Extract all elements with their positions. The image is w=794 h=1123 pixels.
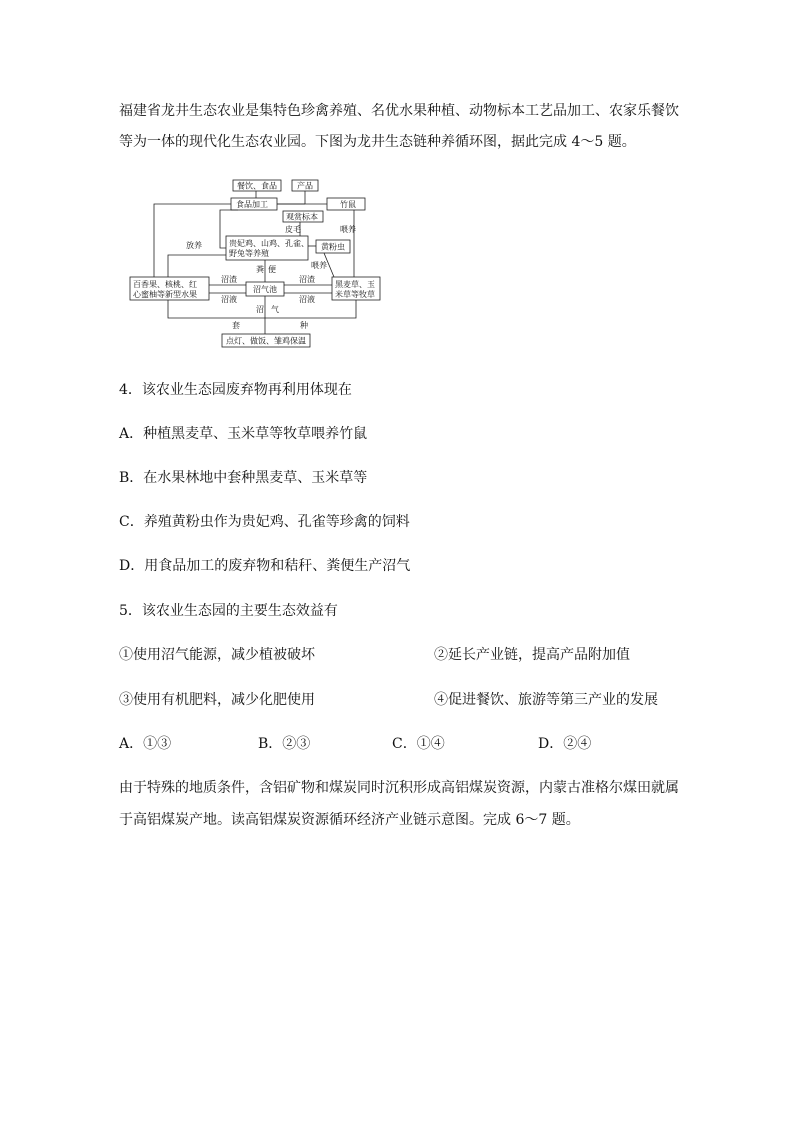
poultry-label-2: 野兔等养殖 <box>229 249 269 258</box>
food-service-label: 餐饮、食品 <box>237 181 277 191</box>
liquid-left-label: 沼液 <box>221 295 237 304</box>
biogas-label-2: 气 <box>271 305 279 314</box>
q4-option-a: A．种植黑麦草、玉米草等牧草喂养竹鼠 <box>119 426 368 442</box>
q5-statement-2: ②延长产业链，提高产品附加值 <box>434 647 630 663</box>
free-range-link <box>168 255 226 277</box>
next-intro-line-1: 由于特殊的地质条件，含铝矿物和煤炭同时沉积形成高铝煤炭资源，内蒙古准格尔煤田就属 <box>119 780 679 796</box>
fur-label: 皮毛 <box>285 225 301 234</box>
next-intro-line-2: 于高铝煤炭产地。读高铝煤炭资源循环经济产业链示意图。完成 6～7 题。 <box>119 812 580 828</box>
liquid-right-label: 沼液 <box>299 295 315 304</box>
q4-stem: 4．该农业生态园废弃物再利用体现在 <box>119 382 352 398</box>
food-processing-label: 食品加工 <box>236 200 268 209</box>
poultry-label-1: 贵妃鸡、山鸡、孔雀、 <box>229 239 309 248</box>
biogas-label-1: 沼 <box>256 305 264 314</box>
orchard-label-2: 心蜜柚等新型水果 <box>133 290 197 299</box>
uses-label: 点灯、做饭、雏鸡保温 <box>226 336 306 346</box>
bamboo-rat-label: 竹鼠 <box>340 200 356 209</box>
q5-option-c: C．①④ <box>392 736 445 752</box>
grass-label-1: 黑麦草、玉 <box>335 280 375 289</box>
q5-option-a: A．①③ <box>119 736 172 752</box>
q4-option-c: C．养殖黄粉虫作为贵妃鸡、孔雀等珍禽的饲料 <box>119 514 410 530</box>
intercrop-label-1: 套 <box>232 321 240 330</box>
q5-stem: 5．该农业生态园的主要生态效益有 <box>119 603 338 619</box>
q5-statement-3: ③使用有机肥料，减少化肥使用 <box>119 692 315 708</box>
product-label: 产品 <box>297 181 313 191</box>
biogas-pool-label: 沼气池 <box>253 285 277 294</box>
free-range-label: 放养 <box>186 241 202 250</box>
q4-option-b: B．在水果林地中套种黑麦草、玉米草等 <box>119 470 368 486</box>
feed-label: 喂养 <box>340 225 356 234</box>
manure-label-1: 粪 <box>256 265 264 274</box>
slurry-right-label: 沼渣 <box>299 275 315 284</box>
q4-option-d: D．用食品加工的废弃物和秸秆、粪便生产沼气 <box>119 558 411 574</box>
feed-ring-label: 喂养 <box>311 261 327 270</box>
intro-line-2: 等为一体的现代化生态农业园。下图为龙井生态链种养循环图，据此完成 4～5 题。 <box>119 134 636 150</box>
q5-statement-4: ④促进餐饮、旅游等第三产业的发展 <box>434 692 658 708</box>
grass-label-2: 米草等牧草 <box>335 290 375 299</box>
specimen-label: 观赏标本 <box>286 212 318 222</box>
mealworm-label: 黄粉虫 <box>321 242 345 252</box>
q5-statement-1: ①使用沼气能源，减少植被破坏 <box>119 647 315 663</box>
intro-line-1: 福建省龙井生态农业是集特色珍禽养殖、名优水果种植、动物标本工艺品加工、农家乐餐饮 <box>119 103 679 119</box>
intercrop-label-2: 种 <box>300 321 308 330</box>
manure-label-2: 便 <box>268 265 276 274</box>
eco-cycle-diagram <box>128 176 383 352</box>
orchard-label-1: 百香果、核桃、红 <box>133 280 197 289</box>
q5-option-d: D．②④ <box>538 736 592 752</box>
q5-option-b: B．②③ <box>258 736 311 752</box>
slurry-left-label: 沼渣 <box>221 275 237 284</box>
